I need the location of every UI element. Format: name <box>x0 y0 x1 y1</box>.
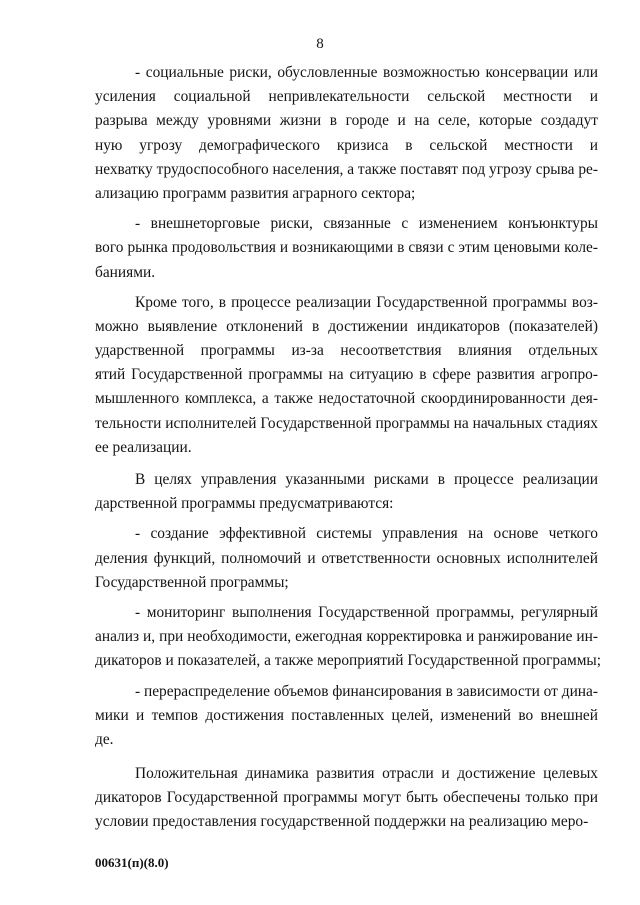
text-line: нехватку трудоспособного населения, а также поставят под угрозу срыва ре- <box>95 160 598 178</box>
paragraph <box>95 522 598 595</box>
text-line: мики и темпов достижения поставленных целей, изменений во внешней <box>95 706 598 724</box>
text-line: дикаторов и показателей, а также мероприятий Государственной программы; <box>95 652 602 670</box>
text-line: - мониторинг выполнения Государственной программы, регулярный <box>135 603 598 621</box>
text-line: можно выявление отклонений в достижении индикаторов (показателей) <box>95 317 598 335</box>
text-line: ударственной программы из-за несоответствия влияния отдельных <box>95 342 598 360</box>
text-line: вого рынка продовольствия и возникающими в связи с этим ценовыми коле- <box>95 239 598 257</box>
paragraph <box>95 61 598 206</box>
text-line: ализацию программ развития аграрного сектора; <box>95 184 416 202</box>
paragraph <box>95 468 598 516</box>
paragraph <box>95 291 598 460</box>
text-line: Положительная динамика развития отрасли и достижение целевых <box>135 765 598 783</box>
text-line: дикаторов Государственной программы могут быть обеспечены только при <box>95 789 598 807</box>
text-line: Кроме того, в процессе реализации Государственной программы воз- <box>135 293 598 311</box>
text-line: ятий Государственной программы на ситуацию в сфере развития агропро- <box>95 366 598 384</box>
body-text <box>95 61 602 835</box>
page-number: 8 <box>316 36 324 52</box>
paragraph <box>95 212 598 285</box>
text-line: - перераспределение объемов финансирования в зависимости от дина- <box>135 682 598 700</box>
text-line: - внешнеторговые риски, связанные с изменением конъюнктуры <box>135 215 598 233</box>
text-line: баниями. <box>95 263 156 281</box>
paragraph <box>95 762 598 835</box>
paragraph <box>95 601 602 674</box>
text-line: тельности исполнителей Государственной программы на начальных стадиях <box>95 414 598 432</box>
text-line: Государственной программы; <box>95 573 289 591</box>
text-line: - социальные риски, обусловленные возможностью консервации или <box>135 64 598 81</box>
text-line: дарственной программы предусматриваются: <box>95 495 394 513</box>
text-line: мышленного комплекса, а также недостаточной скоординированности дея- <box>95 390 598 408</box>
text-line: В целях управления указанными рисками в процессе реализации <box>135 471 598 488</box>
document-code: 00631(п)(8.0) <box>95 855 169 870</box>
text-line: анализ и, при необходимости, ежегодная корректировка и ранжирование ин- <box>95 628 598 646</box>
paragraph <box>95 680 598 753</box>
text-line: разрыва между уровнями жизни в городе и на селе, которые создадут <box>95 112 598 130</box>
text-line: - создание эффективной системы управления на основе четкого <box>135 525 598 543</box>
text-line: условии предоставления государственной поддержки на реализацию меро- <box>95 813 589 831</box>
text-line: деления функций, полномочий и ответственности основных исполнителей <box>95 549 598 567</box>
text-line: де. <box>95 730 114 748</box>
text-line: ее реализации. <box>95 438 192 456</box>
text-line: ную угрозу демографического кризиса в сельской местности и <box>95 136 598 154</box>
text-line: усиления социальной непривлекательности сельской местности и <box>95 88 598 106</box>
